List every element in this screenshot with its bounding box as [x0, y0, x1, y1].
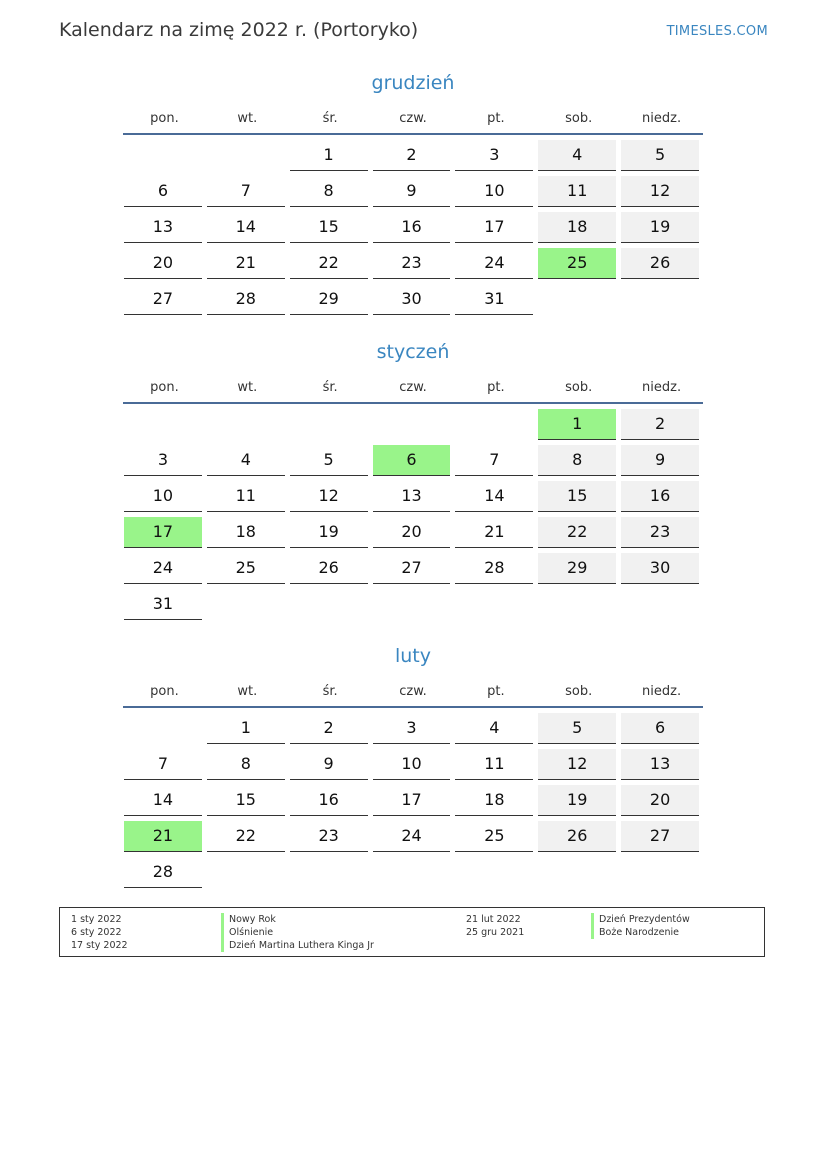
day-number — [124, 140, 202, 170]
day-number: 24 — [455, 248, 533, 279]
day-number: 21 — [124, 821, 202, 852]
day-cell[interactable] — [289, 744, 372, 780]
weekday-label: wt. — [237, 380, 258, 395]
day-number: 10 — [373, 749, 451, 780]
day-cell[interactable] — [372, 708, 455, 744]
day-cell[interactable] — [454, 135, 537, 171]
legend-date: 1 sty 2022 — [71, 914, 122, 925]
weekday-label: sob. — [565, 684, 593, 699]
legend-names-right — [591, 913, 690, 939]
day-cell[interactable] — [372, 780, 455, 816]
day-cell[interactable] — [537, 476, 620, 512]
day-cell[interactable] — [123, 548, 206, 584]
day-number: 24 — [373, 821, 451, 852]
day-cell[interactable] — [620, 744, 703, 780]
weekday-header — [123, 105, 703, 133]
month-name: luty — [394, 645, 431, 667]
day-number: 9 — [373, 176, 451, 207]
day-number: 4 — [455, 713, 533, 744]
legend-date: 17 sty 2022 — [71, 940, 128, 951]
day-cell[interactable] — [206, 243, 289, 279]
day-cell[interactable] — [123, 171, 206, 207]
day-cell[interactable] — [206, 440, 289, 476]
day-cell[interactable] — [620, 404, 703, 440]
day-cell[interactable] — [123, 816, 206, 852]
day-number: 4 — [207, 445, 285, 476]
day-cell[interactable] — [289, 243, 372, 279]
week-row — [123, 584, 703, 620]
day-number: 15 — [207, 785, 285, 816]
day-number: 15 — [290, 212, 368, 243]
day-cell[interactable] — [537, 780, 620, 816]
weekday-label: śr. — [322, 684, 338, 699]
empty-day — [620, 584, 703, 620]
day-cell[interactable] — [454, 816, 537, 852]
day-number: 18 — [455, 785, 533, 816]
day-cell[interactable] — [372, 279, 455, 315]
week-row — [123, 852, 703, 888]
day-number: 5 — [538, 713, 616, 744]
day-number — [455, 589, 533, 619]
legend-holiday-name: Dzień Prezydentów — [591, 913, 690, 926]
week-row — [123, 207, 703, 243]
day-cell[interactable] — [454, 548, 537, 584]
day-cell[interactable] — [372, 744, 455, 780]
day-number: 27 — [373, 553, 451, 584]
day-cell[interactable] — [206, 279, 289, 315]
weekday-label: śr. — [322, 380, 338, 395]
day-number: 28 — [124, 857, 202, 888]
day-cell[interactable] — [537, 404, 620, 440]
day-number: 30 — [621, 553, 699, 584]
day-number: 29 — [538, 553, 616, 584]
empty-day — [289, 852, 372, 888]
day-number — [538, 284, 616, 314]
day-number: 25 — [455, 821, 533, 852]
day-cell[interactable] — [123, 744, 206, 780]
day-number: 14 — [455, 481, 533, 512]
empty-day — [123, 708, 206, 744]
day-number — [207, 409, 285, 439]
day-number: 2 — [373, 140, 451, 171]
day-cell[interactable] — [372, 207, 455, 243]
day-cell[interactable] — [537, 512, 620, 548]
day-cell[interactable] — [289, 780, 372, 816]
day-number — [207, 857, 285, 887]
day-number: 20 — [621, 785, 699, 816]
day-number: 27 — [124, 284, 202, 315]
empty-day — [537, 279, 620, 315]
day-number — [455, 857, 533, 887]
day-cell[interactable] — [372, 548, 455, 584]
day-number: 16 — [373, 212, 451, 243]
day-number: 17 — [455, 212, 533, 243]
day-cell[interactable] — [289, 440, 372, 476]
day-cell[interactable] — [620, 476, 703, 512]
week-row — [123, 744, 703, 780]
month-0 — [123, 68, 703, 315]
week-row — [123, 780, 703, 816]
day-number — [538, 589, 616, 619]
empty-day — [206, 584, 289, 620]
day-number: 20 — [124, 248, 202, 279]
empty-day — [206, 852, 289, 888]
day-cell[interactable] — [537, 816, 620, 852]
day-cell[interactable] — [454, 171, 537, 207]
day-cell[interactable] — [289, 512, 372, 548]
day-cell[interactable] — [289, 816, 372, 852]
day-number: 14 — [124, 785, 202, 816]
day-number: 21 — [207, 248, 285, 279]
day-number: 15 — [538, 481, 616, 512]
day-cell[interactable] — [537, 135, 620, 171]
day-cell[interactable] — [372, 512, 455, 548]
empty-day — [620, 852, 703, 888]
day-cell[interactable] — [123, 243, 206, 279]
day-cell[interactable] — [206, 780, 289, 816]
month-name: grudzień — [371, 72, 455, 94]
week-row — [123, 548, 703, 584]
empty-day — [372, 584, 455, 620]
week-row — [123, 708, 703, 744]
day-cell[interactable] — [620, 207, 703, 243]
day-number: 18 — [207, 517, 285, 548]
day-number: 19 — [621, 212, 699, 243]
day-number: 2 — [621, 409, 699, 440]
empty-day — [537, 852, 620, 888]
legend-holiday-name: Boże Narodzenie — [591, 926, 690, 939]
month-name: styczeń — [376, 341, 450, 363]
holiday-legend — [59, 907, 765, 957]
day-number: 10 — [124, 481, 202, 512]
day-cell[interactable] — [372, 171, 455, 207]
day-number: 8 — [538, 445, 616, 476]
week-row — [123, 279, 703, 315]
day-number: 19 — [290, 517, 368, 548]
weekday-label: czw. — [399, 684, 427, 699]
day-number: 7 — [455, 445, 533, 476]
day-cell[interactable] — [454, 440, 537, 476]
day-cell[interactable] — [537, 171, 620, 207]
day-number — [455, 409, 533, 439]
day-number: 28 — [207, 284, 285, 315]
day-cell[interactable] — [372, 135, 455, 171]
empty-day — [454, 584, 537, 620]
page-title: Kalendarz na zimę 2022 r. (Portoryko) — [59, 19, 419, 41]
empty-day — [372, 852, 455, 888]
empty-day — [454, 404, 537, 440]
month-2 — [123, 641, 703, 888]
day-number: 12 — [290, 481, 368, 512]
day-cell[interactable] — [206, 171, 289, 207]
day-number: 26 — [621, 248, 699, 279]
week-row — [123, 512, 703, 548]
day-cell[interactable] — [537, 440, 620, 476]
day-number: 7 — [207, 176, 285, 207]
day-cell[interactable] — [620, 171, 703, 207]
weekday-label: wt. — [237, 111, 258, 126]
day-number: 3 — [455, 140, 533, 171]
weekday-label: czw. — [399, 380, 427, 395]
legend-date: 6 sty 2022 — [71, 927, 122, 938]
day-number: 6 — [124, 176, 202, 207]
empty-day — [454, 852, 537, 888]
day-cell[interactable] — [620, 440, 703, 476]
day-number — [207, 140, 285, 170]
day-cell[interactable] — [372, 476, 455, 512]
day-number: 4 — [538, 140, 616, 171]
day-cell[interactable] — [454, 708, 537, 744]
day-number — [373, 857, 451, 887]
day-cell[interactable] — [372, 440, 455, 476]
day-cell[interactable] — [289, 207, 372, 243]
day-number: 12 — [621, 176, 699, 207]
day-number: 11 — [455, 749, 533, 780]
weekday-label: niedz. — [642, 111, 682, 126]
day-number: 23 — [373, 248, 451, 279]
day-number: 31 — [455, 284, 533, 315]
legend-date: 25 gru 2021 — [466, 927, 525, 938]
day-cell[interactable] — [454, 279, 537, 315]
day-cell[interactable] — [620, 512, 703, 548]
legend-holiday-name: Dzień Martina Luthera Kinga Jr — [221, 939, 374, 952]
weekday-header — [123, 374, 703, 402]
month-1 — [123, 337, 703, 620]
day-number — [538, 857, 616, 887]
day-number: 25 — [538, 248, 616, 279]
day-number: 2 — [290, 713, 368, 744]
legend-date: 21 lut 2022 — [466, 914, 521, 925]
legend-dates-right — [466, 913, 524, 939]
week-row — [123, 171, 703, 207]
day-number: 9 — [290, 749, 368, 780]
day-number: 27 — [621, 821, 699, 852]
weekday-label: sob. — [565, 380, 593, 395]
day-cell[interactable] — [537, 548, 620, 584]
day-number: 10 — [455, 176, 533, 207]
empty-day — [372, 404, 455, 440]
day-number — [621, 284, 699, 314]
legend-holiday-name: Nowy Rok — [221, 913, 374, 926]
day-cell[interactable] — [206, 708, 289, 744]
day-number: 22 — [290, 248, 368, 279]
day-cell[interactable] — [289, 476, 372, 512]
empty-day — [123, 404, 206, 440]
day-cell[interactable] — [620, 780, 703, 816]
day-number: 23 — [290, 821, 368, 852]
weekday-label: sob. — [565, 111, 593, 126]
day-number: 14 — [207, 212, 285, 243]
day-number: 8 — [290, 176, 368, 207]
day-number: 29 — [290, 284, 368, 315]
day-number: 20 — [373, 517, 451, 548]
brand-logo[interactable]: TIMESLES.COM — [666, 24, 768, 39]
day-cell[interactable] — [206, 476, 289, 512]
weekday-header — [123, 678, 703, 706]
day-number — [621, 857, 699, 887]
day-number: 22 — [207, 821, 285, 852]
day-number: 16 — [290, 785, 368, 816]
day-cell[interactable] — [620, 243, 703, 279]
day-cell[interactable] — [372, 816, 455, 852]
day-number: 6 — [621, 713, 699, 744]
day-cell[interactable] — [454, 243, 537, 279]
day-number — [621, 589, 699, 619]
weekday-label: niedz. — [642, 684, 682, 699]
weekday-label: pt. — [487, 380, 505, 395]
day-number: 26 — [538, 821, 616, 852]
empty-day — [289, 404, 372, 440]
day-cell[interactable] — [454, 207, 537, 243]
week-row — [123, 243, 703, 279]
empty-day — [206, 404, 289, 440]
day-cell[interactable] — [454, 476, 537, 512]
day-number: 13 — [124, 212, 202, 243]
day-number: 16 — [621, 481, 699, 512]
weekday-label: śr. — [322, 111, 338, 126]
day-number: 8 — [207, 749, 285, 780]
day-number: 17 — [373, 785, 451, 816]
day-number — [373, 589, 451, 619]
day-cell[interactable] — [123, 207, 206, 243]
legend-dates-left — [71, 913, 128, 952]
day-number: 21 — [455, 517, 533, 548]
day-cell[interactable] — [454, 744, 537, 780]
day-number: 9 — [621, 445, 699, 476]
day-number: 17 — [124, 517, 202, 548]
day-number — [207, 589, 285, 619]
day-number — [373, 409, 451, 439]
day-number: 13 — [621, 749, 699, 780]
day-number — [124, 409, 202, 439]
empty-day — [537, 584, 620, 620]
day-cell[interactable] — [289, 548, 372, 584]
weekday-label: czw. — [399, 111, 427, 126]
week-row — [123, 440, 703, 476]
weekday-label: pt. — [487, 111, 505, 126]
day-number: 19 — [538, 785, 616, 816]
day-number — [290, 589, 368, 619]
day-cell[interactable] — [206, 207, 289, 243]
day-cell[interactable] — [620, 708, 703, 744]
day-cell[interactable] — [289, 171, 372, 207]
day-number: 11 — [207, 481, 285, 512]
day-cell[interactable] — [206, 512, 289, 548]
day-cell[interactable] — [123, 440, 206, 476]
day-number: 11 — [538, 176, 616, 207]
week-row — [123, 404, 703, 440]
day-number: 28 — [455, 553, 533, 584]
empty-day — [289, 584, 372, 620]
legend-holiday-name: Olśnienie — [221, 926, 374, 939]
day-cell[interactable] — [123, 476, 206, 512]
day-number: 26 — [290, 553, 368, 584]
day-number: 6 — [373, 445, 451, 476]
day-number: 3 — [124, 445, 202, 476]
day-number: 5 — [290, 445, 368, 476]
day-cell[interactable] — [123, 852, 206, 888]
day-number — [290, 857, 368, 887]
day-number: 30 — [373, 284, 451, 315]
day-number: 25 — [207, 553, 285, 584]
week-row — [123, 816, 703, 852]
weekday-label: pt. — [487, 684, 505, 699]
day-number: 7 — [124, 749, 202, 780]
weekday-label: wt. — [237, 684, 258, 699]
week-row — [123, 135, 703, 171]
day-cell[interactable] — [123, 512, 206, 548]
day-cell[interactable] — [620, 135, 703, 171]
empty-day — [620, 279, 703, 315]
legend-names-left — [221, 913, 374, 952]
day-number: 1 — [290, 140, 368, 171]
day-cell[interactable] — [289, 708, 372, 744]
day-cell[interactable] — [206, 744, 289, 780]
day-cell[interactable] — [620, 548, 703, 584]
weekday-label: pon. — [150, 111, 179, 126]
day-cell[interactable] — [537, 243, 620, 279]
day-cell[interactable] — [206, 548, 289, 584]
day-cell[interactable] — [123, 279, 206, 315]
day-cell[interactable] — [537, 708, 620, 744]
day-number: 1 — [538, 409, 616, 440]
day-cell[interactable] — [372, 243, 455, 279]
day-number: 1 — [207, 713, 285, 744]
day-cell[interactable] — [454, 780, 537, 816]
day-number: 12 — [538, 749, 616, 780]
empty-day — [123, 135, 206, 171]
day-cell[interactable] — [537, 744, 620, 780]
weekday-label: pon. — [150, 684, 179, 699]
day-number: 5 — [621, 140, 699, 171]
day-number: 3 — [373, 713, 451, 744]
week-row — [123, 476, 703, 512]
day-cell[interactable] — [537, 207, 620, 243]
weekday-label: niedz. — [642, 380, 682, 395]
day-cell[interactable] — [206, 816, 289, 852]
day-number: 13 — [373, 481, 451, 512]
day-cell[interactable] — [289, 135, 372, 171]
day-number: 24 — [124, 553, 202, 584]
weekday-label: pon. — [150, 380, 179, 395]
day-cell[interactable] — [123, 780, 206, 816]
day-number — [290, 409, 368, 439]
day-cell[interactable] — [454, 512, 537, 548]
day-number: 31 — [124, 589, 202, 620]
day-number: 23 — [621, 517, 699, 548]
day-number: 22 — [538, 517, 616, 548]
day-cell[interactable] — [289, 279, 372, 315]
day-cell[interactable] — [123, 584, 206, 620]
day-cell[interactable] — [620, 816, 703, 852]
day-number — [124, 713, 202, 743]
empty-day — [206, 135, 289, 171]
day-number: 18 — [538, 212, 616, 243]
